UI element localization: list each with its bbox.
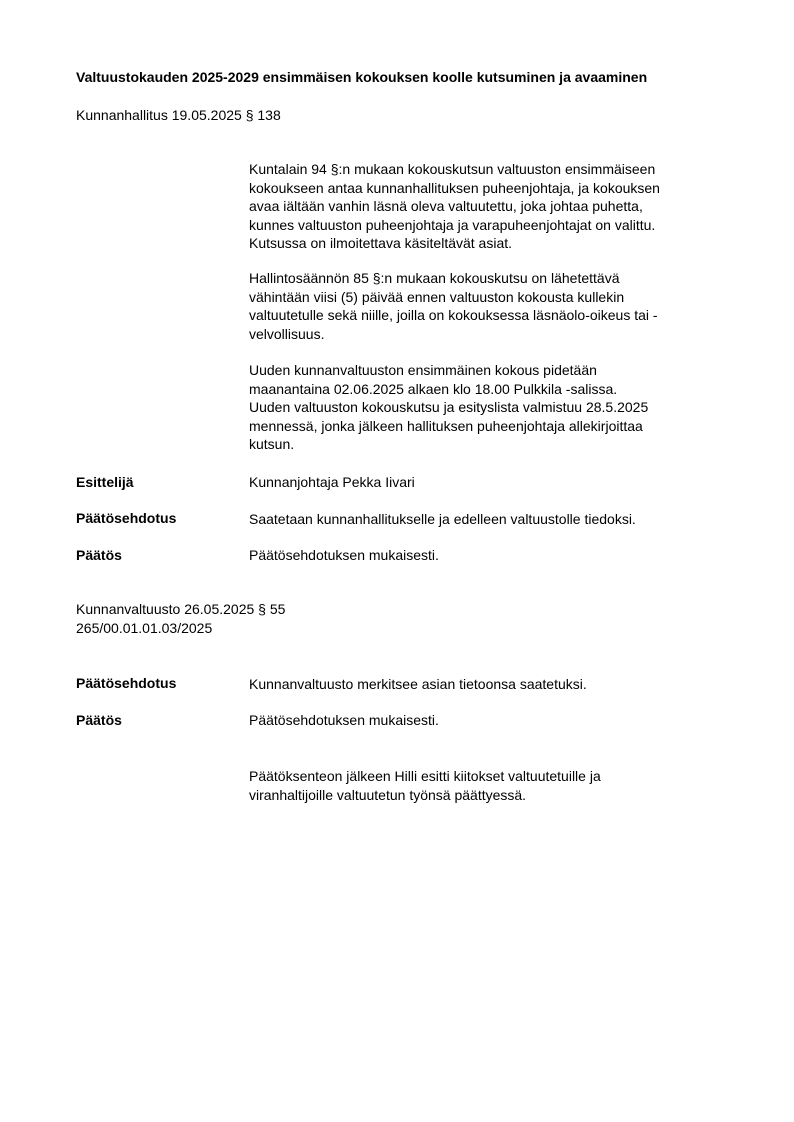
kh-presenter-label: Esittelijä bbox=[76, 474, 134, 490]
kv-meeting-reference: Kunnanvaltuusto 26.05.2025 § 55 bbox=[76, 601, 286, 617]
text-line: Kutsussa on ilmoitettava käsiteltävät asiat. bbox=[249, 235, 513, 252]
kh-decision-label: Päätös bbox=[76, 547, 122, 563]
text-line: Päätöksenteon jälkeen Hilli esitti kiitokset valtuutetuille ja bbox=[249, 768, 601, 784]
text-line: maanantaina 02.06.2025 alkaen klo 18.00 Pulkkila -salissa. bbox=[249, 380, 618, 397]
kv-decision-label: Päätös bbox=[76, 712, 122, 728]
text-line: valtuutetulle sekä niille, joilla on kokouksessa läsnäolo-oikeus tai - bbox=[249, 307, 658, 324]
text-line: Hallintosäännön 85 §:n mukaan kokouskutsu on lähetettävä bbox=[249, 270, 620, 286]
text-line: kutsun. bbox=[249, 436, 295, 453]
text-line: kokoukseen antaa kunnanhallituksen puheenjohtaja, ja kokouksen bbox=[249, 179, 660, 196]
kh-decision-value: Päätösehdotuksen mukaisesti. bbox=[249, 547, 439, 563]
kv-decision-value: Päätösehdotuksen mukaisesti. bbox=[249, 712, 439, 728]
kh-paragraph-3 bbox=[249, 361, 739, 454]
kh-paragraph-2 bbox=[249, 269, 739, 343]
record-number: 265/00.01.01.03/2025 bbox=[76, 620, 213, 636]
document-title: Valtuustokauden 2025-2029 ensimmäisen kokouksen koolle kutsuminen ja avaaminen bbox=[76, 69, 648, 85]
kv-proposal-label: Päätösehdotus bbox=[76, 675, 177, 691]
text-line: velvollisuus. bbox=[249, 325, 325, 342]
text-line: avaa iältään vanhin läsnä oleva valtuutettu, joka johtaa puhetta, bbox=[249, 198, 643, 215]
kh-paragraph-1 bbox=[249, 160, 739, 253]
text-line: Uuden valtuuston kokouskutsu ja esityslista valmistuu 28.5.2025 bbox=[249, 399, 649, 416]
kv-proposal-value: Kunnanvaltuusto merkitsee asian tietoonsa saatetuksi. bbox=[249, 676, 587, 692]
kh-meeting-reference: Kunnanhallitus 19.05.2025 § 138 bbox=[76, 107, 281, 123]
kv-note bbox=[249, 767, 739, 804]
kh-proposal-value: Saatetaan kunnanhallitukselle ja edelleen valtuustolle tiedoksi. bbox=[249, 511, 636, 527]
kh-presenter-value: Kunnanjohtaja Pekka Iivari bbox=[249, 474, 415, 490]
text-line: kunnes valtuuston puheenjohtaja ja varapuheenjohtajat on valittu. bbox=[249, 216, 656, 233]
text-line: vähintään viisi (5) päivää ennen valtuuston kokousta kullekin bbox=[249, 288, 625, 305]
text-line: mennessä, jonka jälkeen hallituksen puheenjohtaja allekirjoittaa bbox=[249, 417, 643, 434]
text-line: viranhaltijoille valtuutetun työnsä päättyessä. bbox=[249, 786, 527, 803]
text-line: Kuntalain 94 §:n mukaan kokouskutsun valtuuston ensimmäiseen bbox=[249, 161, 656, 177]
text-line: Uuden kunnanvaltuuston ensimmäinen kokous pidetään bbox=[249, 362, 597, 378]
kh-proposal-label: Päätösehdotus bbox=[76, 510, 177, 526]
